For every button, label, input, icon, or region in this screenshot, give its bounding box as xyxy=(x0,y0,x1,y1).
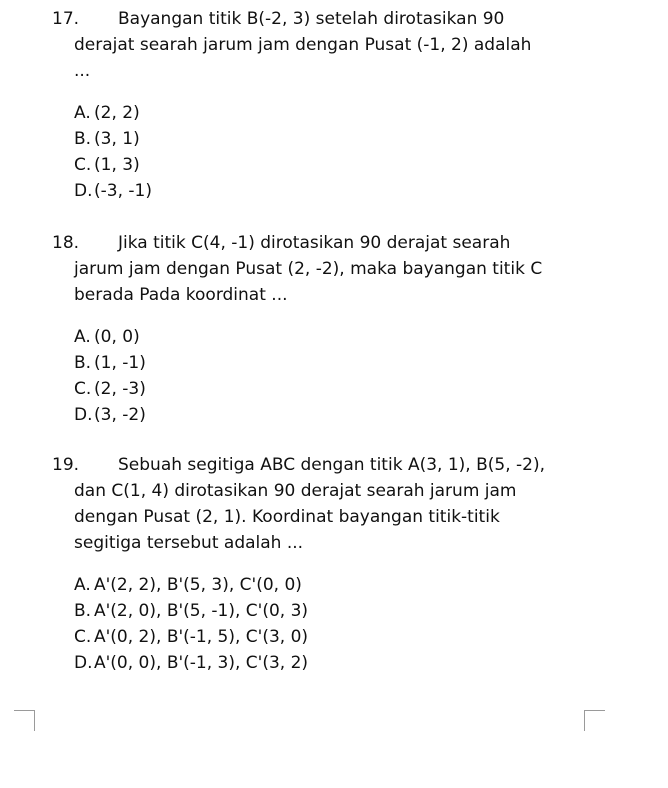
options-list xyxy=(52,572,612,676)
option-text: (-3, -1) xyxy=(94,181,152,201)
option-text: A'(2, 0), B'(5, -1), C'(0, 3) xyxy=(94,601,309,621)
option-text: (3, 1) xyxy=(94,129,140,149)
option-a xyxy=(74,572,612,598)
option-text: (0, 0) xyxy=(94,327,140,347)
crop-mark-left xyxy=(14,710,35,731)
option-letter: B. xyxy=(74,601,92,621)
option-text: (2, 2) xyxy=(94,103,140,123)
question-text: Sebuah segitiga ABC dengan titik A(3, 1), B(5, -2), xyxy=(118,455,545,475)
question-text: Jika titik C(4, -1) dirotasikan 90 derajat searah xyxy=(118,233,511,253)
question-text-line: segitiga tersebut adalah ... xyxy=(74,533,304,553)
option-c xyxy=(74,152,612,178)
options-list xyxy=(52,100,612,204)
option-b xyxy=(74,126,612,152)
option-c xyxy=(74,624,612,650)
option-d xyxy=(74,178,612,204)
question-text-line: derajat searah jarum jam dengan Pusat (-1, 2) adalah xyxy=(74,35,532,55)
option-letter: D. xyxy=(74,181,93,201)
question-text-line: jarum jam dengan Pusat (2, -2), maka bayangan titik C xyxy=(74,259,543,279)
option-text: (2, -3) xyxy=(94,379,146,399)
question-first-line xyxy=(52,230,612,256)
question-text-line: berada Pada koordinat ... xyxy=(74,285,288,305)
option-text: A'(2, 2), B'(5, 3), C'(0, 0) xyxy=(94,575,302,595)
question-number: 18. xyxy=(52,233,80,253)
question-number: 17. xyxy=(52,9,80,29)
question-text-line: dengan Pusat (2, 1). Koordinat bayangan titik-titik xyxy=(74,507,500,527)
option-d xyxy=(74,650,612,676)
option-letter: C. xyxy=(74,627,92,647)
option-text: (1, -1) xyxy=(94,353,146,373)
option-letter: C. xyxy=(74,155,92,175)
question-number: 19. xyxy=(52,455,80,475)
option-c xyxy=(74,376,612,402)
question-text-line: ... xyxy=(74,61,91,81)
question-first-line xyxy=(52,452,612,478)
option-letter: C. xyxy=(74,379,92,399)
question-18 xyxy=(52,230,612,428)
option-text: (3, -2) xyxy=(94,405,146,425)
option-letter: A. xyxy=(74,103,91,123)
question-19 xyxy=(52,452,612,676)
option-a xyxy=(74,324,612,350)
crop-mark-right xyxy=(584,710,605,731)
options-list xyxy=(52,324,612,428)
question-text: Bayangan titik B(-2, 3) setelah dirotasikan 90 xyxy=(118,9,505,29)
option-letter: D. xyxy=(74,405,93,425)
option-text: A'(0, 2), B'(-1, 5), C'(3, 0) xyxy=(94,627,309,647)
question-text-line: dan C(1, 4) dirotasikan 90 derajat searah jarum jam xyxy=(74,481,517,501)
option-a xyxy=(74,100,612,126)
option-letter: D. xyxy=(74,653,93,673)
option-text: (1, 3) xyxy=(94,155,140,175)
question-first-line xyxy=(52,6,612,32)
option-letter: B. xyxy=(74,129,92,149)
option-letter: B. xyxy=(74,353,92,373)
option-d xyxy=(74,402,612,428)
option-b xyxy=(74,598,612,624)
option-text: A'(0, 0), B'(-1, 3), C'(3, 2) xyxy=(94,653,309,673)
question-17 xyxy=(52,6,612,204)
option-b xyxy=(74,350,612,376)
option-letter: A. xyxy=(74,327,91,347)
option-letter: A. xyxy=(74,575,91,595)
